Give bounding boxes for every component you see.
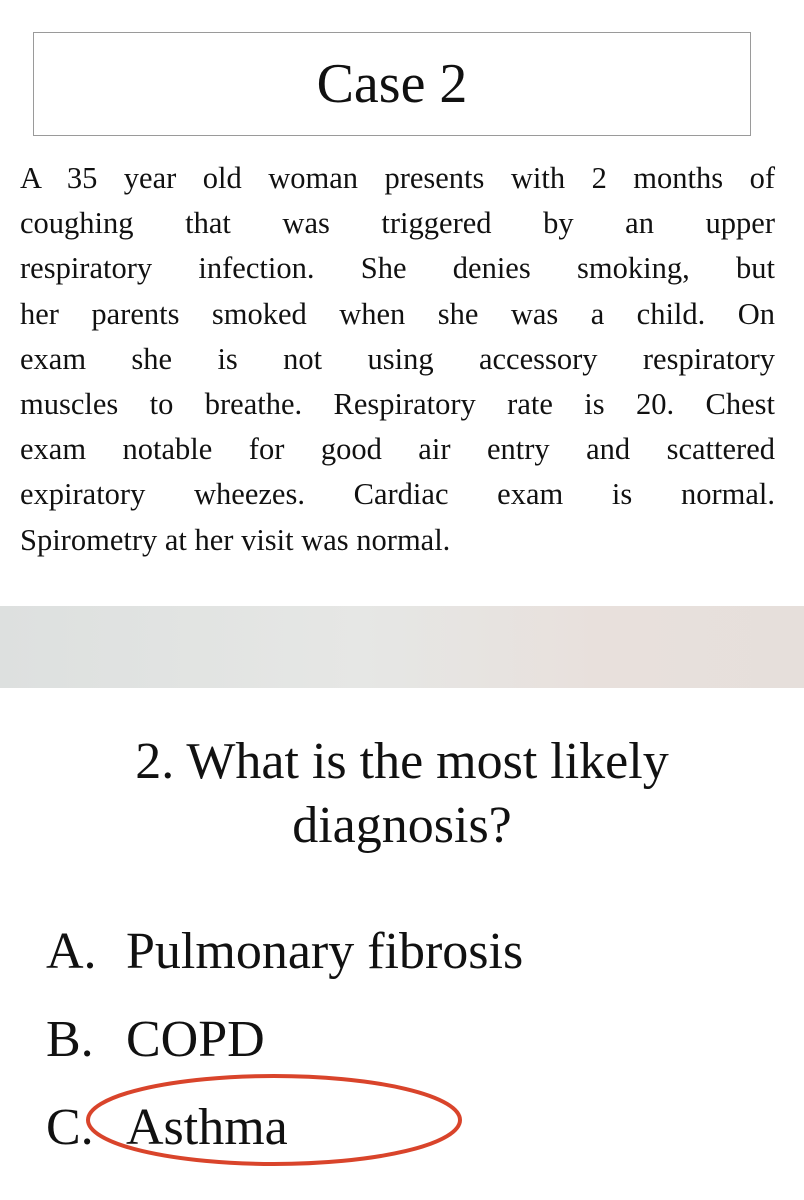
case-line: exam she is not using accessory respiratory	[20, 341, 775, 376]
option-text: COPD	[126, 1011, 265, 1068]
case-line: expiratory wheezes. Cardiac exam is normal.	[20, 477, 775, 512]
option-text: Asthma	[126, 1099, 288, 1156]
option-a	[46, 908, 786, 996]
case-line: coughing that was triggered by an upper	[20, 206, 775, 241]
case-title: Case 2	[316, 53, 468, 115]
option-letter: C.	[46, 1099, 94, 1156]
case-line: respiratory infection. She denies smoking, but	[20, 251, 775, 286]
option-c	[46, 1084, 786, 1172]
question-line-2: diagnosis?	[292, 797, 512, 854]
case-description	[20, 156, 775, 563]
question-text	[0, 730, 804, 858]
option-b	[46, 996, 786, 1084]
case-line: muscles to breathe. Respiratory rate is 20. Chest	[20, 387, 775, 422]
option-letter: B.	[46, 1011, 94, 1068]
case-title-box	[33, 32, 751, 136]
case-line: her parents smoked when she was a child. On	[20, 296, 775, 331]
slide-divider	[0, 606, 804, 688]
case-line: A 35 year old woman presents with 2 months of	[20, 161, 775, 195]
option-letter: A.	[46, 923, 97, 980]
case-line: Spirometry at her visit was normal.	[20, 522, 451, 557]
option-text: Pulmonary fibrosis	[126, 923, 524, 980]
case-line: exam notable for good air entry and scattered	[20, 432, 775, 467]
answer-options	[46, 908, 786, 1172]
question-line-1: 2. What is the most likely	[135, 733, 669, 790]
